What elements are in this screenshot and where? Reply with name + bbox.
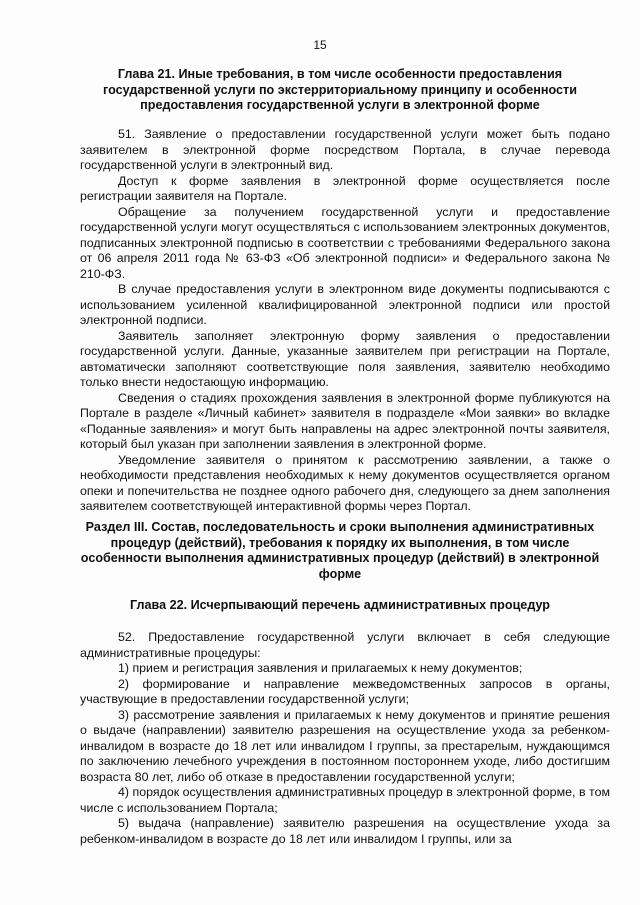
chapter-21-body	[80, 127, 610, 515]
list-item: 5) выдача (направление) заявителю разрешения на осуществление ухода за ребенком-инвалидом в возрасте до 18 лет или инвалидом I группы, или за	[80, 816, 610, 846]
list-item: 1) прием и регистрация заявления и прилагаемых к нему документов;	[118, 661, 523, 675]
list-item: 2) формирование и направление межведомственных запросов в органы, участвующие в предоставлении государственной услуги;	[80, 676, 610, 706]
paragraph: Уведомление заявителя о принятом к рассмотрению заявлении, а также о необходимости представления необходимых к нему документов осуществляется органом опеки и попечительства не позднее одного рабочего дня, следующего за днем заполнения заявителем соответствующей интерактивной формы через Портал.	[80, 452, 610, 513]
section-3-heading: Раздел III. Состав, последовательность и сроки выполнения административных процедур (действий), требования к порядку их выполнения, в том числе особенности выполнения административных процедур (действий) в электронной форме	[80, 520, 600, 581]
chapter-22-body	[80, 630, 610, 847]
list-item: 4) порядок осуществления административных процедур в электронной форме, в том числе с использованием Портала;	[80, 785, 610, 815]
page-number: 15	[313, 38, 327, 52]
chapter-21-heading: Глава 21. Иные требования, в том числе особенности предоставления государственной услуги по экстерриториальному принципу и особенности предоставления государственной услуги в электронной форме	[103, 67, 577, 112]
paragraph: Сведения о стадиях прохождения заявления в электронной форме публикуются на Портале в разделе «Личный кабинет» заявителя в подразделе «Мои заявки» во вкладке «Поданные заявления» и могут быть направлены на адрес электронной почты заявителя, который был указан при заполнении заявления в электронной форме.	[80, 390, 610, 451]
paragraph: Заявитель заполняет электронную форму заявления о предоставлении государственной услуги. Данные, указанные заявителем при регистрации на Портале, автоматически заполняют соответствующие поля заявления, заявителю необходимо только внести недостающую информацию.	[80, 328, 610, 389]
paragraph: 52. Предоставление государственной услуги включает в себя следующие административные процедуры:	[80, 630, 610, 660]
paragraph: Доступ к форме заявления в электронной форме осуществляется после регистрации заявителя на Портале.	[80, 173, 610, 203]
paragraph: В случае предоставления услуги в электронном виде документы подписываются с использованием усиленной квалифицированной электронной подписи или простой электронной подписи.	[80, 282, 610, 327]
chapter-22-heading: Глава 22. Исчерпывающий перечень административных процедур	[129, 598, 550, 612]
paragraph: 51. Заявление о предоставлении государственной услуги может быть подано заявителем в электронной форме посредством Портала, в случае перевода государственной услуги в электронный вид.	[80, 127, 610, 172]
paragraph: Обращение за получением государственной услуги и предоставление государственной услуги могут осуществляться с использованием электронных документов, подписанных электронной подписью в соответствии с требованиями Федерального закона от 06 апреля 2011 года № 63-ФЗ «Об электронной подписи» и Федерального закона № 210-ФЗ.	[80, 204, 610, 281]
list-item: 3) рассмотрение заявления и прилагаемых к нему документов и принятие решения о выдаче (направлении) заявителю разрешения на осуществление ухода за ребенком-инвалидом в возрасте до 18 лет или инвалидом I группы, за престарелым, нуждающимся по заключению лечебного учреждения в постоянном постороннем уходе, либо достигшим возраста 80 лет, либо об отказе в предоставлении государственной услуги;	[80, 707, 610, 784]
